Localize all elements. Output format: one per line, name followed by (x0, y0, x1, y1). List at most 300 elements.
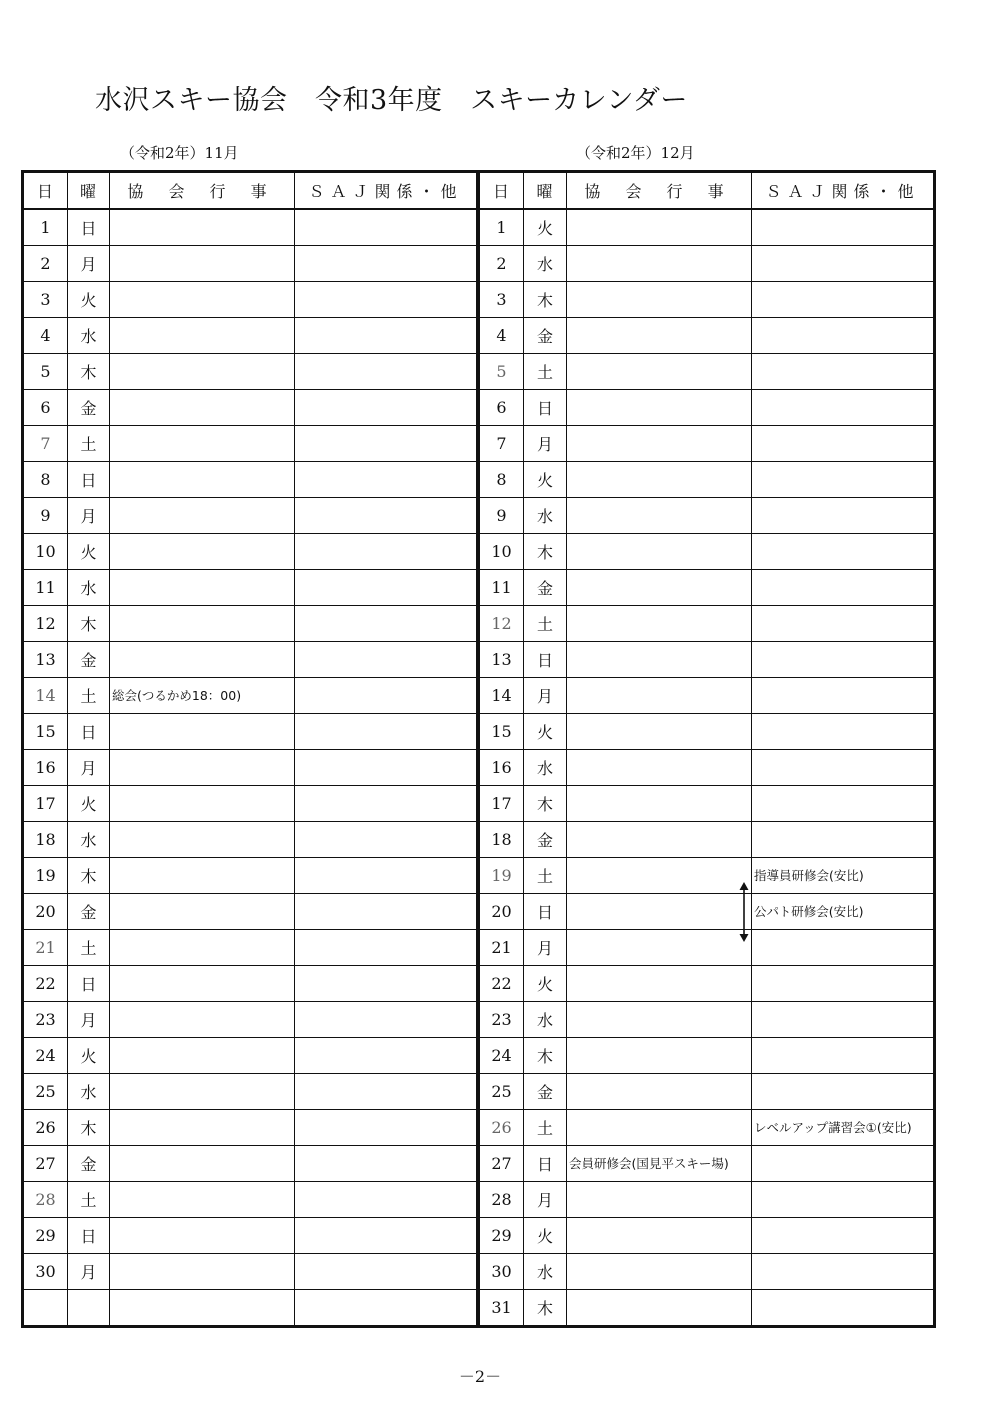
table-row (23, 209, 478, 246)
assoc-event-cell (110, 786, 295, 822)
table-row (479, 930, 935, 966)
saj-event-cell (295, 318, 478, 354)
assoc-event-cell (110, 534, 295, 570)
saj-event-cell (752, 498, 935, 534)
assoc-event-cell (567, 966, 752, 1002)
saj-event-cell (295, 462, 478, 498)
table-row (479, 894, 935, 930)
assoc-event-cell (567, 1254, 752, 1290)
day-cell: 1 (23, 209, 68, 246)
day-cell: 12 (479, 606, 524, 642)
assoc-event-cell (110, 1218, 295, 1254)
assoc-event-cell (110, 246, 295, 282)
weekday-cell: 木 (68, 1110, 110, 1146)
day-cell: 13 (479, 642, 524, 678)
saj-event-cell (752, 678, 935, 714)
saj-event-cell (295, 858, 478, 894)
table-row (23, 498, 478, 534)
assoc-event-cell (110, 1182, 295, 1218)
day-cell: 13 (23, 642, 68, 678)
table-row (23, 462, 478, 498)
assoc-event-cell (110, 714, 295, 750)
assoc-event-cell (110, 282, 295, 318)
weekday-cell: 金 (524, 822, 567, 858)
assoc-event-cell (110, 426, 295, 462)
saj-event-cell (295, 534, 478, 570)
weekday-cell (68, 1290, 110, 1327)
saj-event-cell (295, 426, 478, 462)
weekday-cell: 木 (524, 786, 567, 822)
day-cell: 8 (479, 462, 524, 498)
table-row (479, 1074, 935, 1110)
table-row (479, 750, 935, 786)
weekday-cell: 日 (524, 390, 567, 426)
saj-event-cell (295, 678, 478, 714)
day-cell: 11 (23, 570, 68, 606)
table-row (479, 858, 935, 894)
weekday-cell: 月 (524, 930, 567, 966)
day-cell: 17 (23, 786, 68, 822)
header-day: 日 (479, 172, 524, 210)
saj-event-cell (295, 390, 478, 426)
day-cell: 24 (479, 1038, 524, 1074)
assoc-event-cell (110, 822, 295, 858)
day-cell: 21 (23, 930, 68, 966)
assoc-event-cell (110, 498, 295, 534)
day-cell: 2 (23, 246, 68, 282)
assoc-event-cell (567, 570, 752, 606)
saj-event-cell (752, 606, 935, 642)
table-row (479, 534, 935, 570)
assoc-event-cell (567, 1218, 752, 1254)
saj-event-cell (752, 390, 935, 426)
day-cell: 20 (479, 894, 524, 930)
weekday-cell: 火 (524, 714, 567, 750)
saj-event-cell (295, 894, 478, 930)
assoc-event-cell (567, 1002, 752, 1038)
assoc-event-cell (110, 318, 295, 354)
day-cell: 22 (23, 966, 68, 1002)
saj-event-cell (752, 209, 935, 246)
assoc-event-cell (567, 498, 752, 534)
saj-event-cell (295, 1002, 478, 1038)
day-cell: 3 (479, 282, 524, 318)
weekday-cell: 金 (524, 1074, 567, 1110)
day-cell: 9 (23, 498, 68, 534)
day-cell: 25 (479, 1074, 524, 1110)
assoc-event-cell (567, 642, 752, 678)
weekday-cell: 月 (68, 246, 110, 282)
table-row (23, 786, 478, 822)
day-cell: 31 (479, 1290, 524, 1327)
saj-event-cell (752, 1146, 935, 1182)
weekday-cell: 金 (68, 1146, 110, 1182)
assoc-event-cell (567, 1074, 752, 1110)
day-cell: 23 (479, 1002, 524, 1038)
header-day: 日 (23, 172, 68, 210)
weekday-cell: 日 (524, 894, 567, 930)
weekday-cell: 月 (524, 426, 567, 462)
weekday-cell: 火 (68, 282, 110, 318)
table-row (479, 318, 935, 354)
month-label-december: （令和2年）12月 (576, 144, 695, 162)
table-row (479, 1218, 935, 1254)
weekday-cell: 土 (524, 606, 567, 642)
weekday-cell: 日 (68, 1218, 110, 1254)
day-cell: 20 (23, 894, 68, 930)
weekday-cell: 水 (524, 246, 567, 282)
day-cell: 14 (479, 678, 524, 714)
table-row (479, 966, 935, 1002)
saj-event-cell: 指導員研修会(安比) (752, 858, 935, 894)
day-cell: 18 (23, 822, 68, 858)
weekday-cell: 木 (524, 282, 567, 318)
assoc-event-cell (567, 426, 752, 462)
header-assoc-events: 協 会 行 事 (567, 172, 752, 210)
assoc-event-cell (110, 858, 295, 894)
day-cell: 18 (479, 822, 524, 858)
day-cell: 11 (479, 570, 524, 606)
weekday-cell: 火 (524, 462, 567, 498)
weekday-cell: 木 (524, 1290, 567, 1327)
weekday-cell: 日 (68, 462, 110, 498)
saj-event-cell (295, 282, 478, 318)
weekday-cell: 金 (68, 894, 110, 930)
saj-event-cell (752, 1074, 935, 1110)
table-row (479, 462, 935, 498)
assoc-event-cell (110, 642, 295, 678)
assoc-event-cell: 総会(つるかめ18：00) (110, 678, 295, 714)
day-cell: 17 (479, 786, 524, 822)
table-row (479, 678, 935, 714)
assoc-event-cell (567, 606, 752, 642)
weekday-cell: 木 (524, 534, 567, 570)
weekday-cell: 月 (524, 1182, 567, 1218)
saj-event-cell (752, 966, 935, 1002)
saj-event-cell (295, 570, 478, 606)
assoc-event-cell (110, 750, 295, 786)
assoc-event-cell (110, 930, 295, 966)
day-cell: 29 (23, 1218, 68, 1254)
saj-event-cell (295, 1290, 478, 1327)
assoc-event-cell (567, 714, 752, 750)
table-row (23, 822, 478, 858)
assoc-event-cell (110, 1110, 295, 1146)
saj-event-cell (752, 1002, 935, 1038)
weekday-cell: 水 (68, 570, 110, 606)
table-row (479, 246, 935, 282)
weekday-cell: 土 (524, 354, 567, 390)
table-row (23, 1038, 478, 1074)
assoc-event-cell (567, 750, 752, 786)
table-row (479, 1182, 935, 1218)
table-row (23, 318, 478, 354)
assoc-event-cell (567, 390, 752, 426)
assoc-event-cell (110, 390, 295, 426)
day-cell: 28 (479, 1182, 524, 1218)
day-cell: 4 (23, 318, 68, 354)
day-cell: 16 (23, 750, 68, 786)
assoc-event-cell (110, 209, 295, 246)
saj-event-cell (295, 246, 478, 282)
assoc-event-cell (110, 1146, 295, 1182)
weekday-cell: 火 (68, 786, 110, 822)
table-row (479, 1002, 935, 1038)
saj-event-cell (295, 930, 478, 966)
saj-event-cell (295, 1182, 478, 1218)
saj-event-cell (752, 1218, 935, 1254)
weekday-cell: 月 (68, 1002, 110, 1038)
day-cell: 5 (23, 354, 68, 390)
saj-event-cell: 公パト研修会(安比) (752, 894, 935, 930)
table-row (23, 1290, 478, 1327)
day-cell: 12 (23, 606, 68, 642)
table-row (23, 714, 478, 750)
table-row (479, 1038, 935, 1074)
day-cell: 30 (23, 1254, 68, 1290)
weekday-cell: 水 (524, 498, 567, 534)
saj-event-cell (295, 606, 478, 642)
table-row (23, 390, 478, 426)
saj-event-cell (752, 786, 935, 822)
weekday-cell: 月 (524, 678, 567, 714)
saj-event-cell (752, 354, 935, 390)
assoc-event-cell (567, 858, 752, 894)
day-cell: 26 (479, 1110, 524, 1146)
table-row (23, 1218, 478, 1254)
table-row (23, 1110, 478, 1146)
header-saj-other: ＳＡＪ関係・他 (295, 172, 478, 210)
assoc-event-cell (567, 1182, 752, 1218)
saj-event-cell (295, 1038, 478, 1074)
weekday-cell: 金 (68, 642, 110, 678)
header-weekday: 曜 (68, 172, 110, 210)
table-row (479, 570, 935, 606)
weekday-cell: 水 (68, 822, 110, 858)
saj-event-cell (295, 1218, 478, 1254)
saj-event-cell (752, 462, 935, 498)
saj-event-cell (295, 1074, 478, 1110)
saj-event-cell (752, 570, 935, 606)
weekday-cell: 金 (68, 390, 110, 426)
table-row (479, 606, 935, 642)
assoc-event-cell (110, 1038, 295, 1074)
weekday-cell: 木 (68, 354, 110, 390)
saj-event-cell (752, 930, 935, 966)
day-cell: 27 (23, 1146, 68, 1182)
day-cell: 25 (23, 1074, 68, 1110)
assoc-event-cell (567, 354, 752, 390)
assoc-event-cell (567, 1110, 752, 1146)
table-row (23, 858, 478, 894)
day-cell: 2 (479, 246, 524, 282)
table-row (479, 390, 935, 426)
assoc-event-cell (110, 894, 295, 930)
assoc-event-cell (110, 1290, 295, 1327)
weekday-cell: 水 (68, 318, 110, 354)
header-saj-other: ＳＡＪ関係・他 (752, 172, 935, 210)
month-label-november: （令和2年）11月 (120, 144, 239, 162)
assoc-event-cell (567, 1290, 752, 1327)
weekday-cell: 土 (68, 930, 110, 966)
day-cell: 10 (479, 534, 524, 570)
saj-event-cell (295, 1146, 478, 1182)
day-cell: 24 (23, 1038, 68, 1074)
weekday-cell: 土 (524, 858, 567, 894)
assoc-event-cell (110, 1074, 295, 1110)
table-row (23, 1002, 478, 1038)
day-cell: 14 (23, 678, 68, 714)
saj-event-cell (752, 1254, 935, 1290)
weekday-cell: 金 (524, 318, 567, 354)
table-row (479, 1110, 935, 1146)
weekday-cell: 水 (68, 1074, 110, 1110)
saj-event-cell (295, 1110, 478, 1146)
day-cell: 7 (23, 426, 68, 462)
saj-event-cell (295, 714, 478, 750)
saj-event-cell (752, 426, 935, 462)
weekday-cell: 月 (68, 750, 110, 786)
saj-event-cell (752, 246, 935, 282)
weekday-cell: 木 (524, 1038, 567, 1074)
saj-event-cell: レベルアップ講習会①(安比) (752, 1110, 935, 1146)
saj-event-cell (752, 1038, 935, 1074)
page-title: 水沢スキー協会 令和3年度 スキーカレンダー (95, 85, 688, 116)
table-row (479, 426, 935, 462)
day-cell: 3 (23, 282, 68, 318)
table-row (23, 1074, 478, 1110)
table-row (479, 282, 935, 318)
assoc-event-cell (110, 1002, 295, 1038)
table-row (23, 606, 478, 642)
day-cell: 9 (479, 498, 524, 534)
assoc-event-cell (567, 822, 752, 858)
table-row (23, 1146, 478, 1182)
assoc-event-cell (567, 209, 752, 246)
saj-event-cell (752, 318, 935, 354)
day-cell: 21 (479, 930, 524, 966)
assoc-event-cell (567, 318, 752, 354)
weekday-cell: 火 (68, 534, 110, 570)
assoc-event-cell (110, 462, 295, 498)
weekday-cell: 日 (68, 714, 110, 750)
table-row (23, 750, 478, 786)
table-row (479, 209, 935, 246)
day-cell: 30 (479, 1254, 524, 1290)
weekday-cell: 木 (68, 606, 110, 642)
day-cell: 26 (23, 1110, 68, 1146)
assoc-event-cell (110, 606, 295, 642)
saj-event-cell (752, 822, 935, 858)
saj-event-cell (752, 750, 935, 786)
day-cell: 8 (23, 462, 68, 498)
table-row (479, 822, 935, 858)
assoc-event-cell (567, 246, 752, 282)
table-row (23, 1254, 478, 1290)
table-row (23, 678, 478, 714)
table-row (23, 966, 478, 1002)
day-cell: 22 (479, 966, 524, 1002)
header-weekday: 曜 (524, 172, 567, 210)
weekday-cell: 水 (524, 750, 567, 786)
table-row (23, 354, 478, 390)
weekday-cell: 日 (68, 209, 110, 246)
weekday-cell: 水 (524, 1002, 567, 1038)
calendar-table-december (477, 170, 936, 1328)
table-row (479, 786, 935, 822)
assoc-event-cell (567, 282, 752, 318)
assoc-event-cell (110, 570, 295, 606)
range-arrow-icon (738, 882, 750, 942)
table-row (23, 426, 478, 462)
saj-event-cell (752, 1290, 935, 1327)
saj-event-cell (752, 642, 935, 678)
saj-event-cell (752, 714, 935, 750)
day-cell: 15 (479, 714, 524, 750)
weekday-cell: 火 (524, 1218, 567, 1254)
day-cell: 23 (23, 1002, 68, 1038)
assoc-event-cell (110, 966, 295, 1002)
page-number: －2－ (458, 1367, 502, 1386)
weekday-cell: 火 (68, 1038, 110, 1074)
day-cell: 19 (23, 858, 68, 894)
table-row (479, 1146, 935, 1182)
assoc-event-cell (567, 786, 752, 822)
saj-event-cell (295, 966, 478, 1002)
table-row (23, 1182, 478, 1218)
table-row (479, 498, 935, 534)
table-row (23, 894, 478, 930)
assoc-event-cell (110, 1254, 295, 1290)
weekday-cell: 月 (68, 498, 110, 534)
saj-event-cell (295, 498, 478, 534)
saj-event-cell (295, 786, 478, 822)
table-row (23, 282, 478, 318)
weekday-cell: 木 (68, 858, 110, 894)
assoc-event-cell: 会員研修会(国見平スキー場) (567, 1146, 752, 1182)
assoc-event-cell (567, 894, 752, 930)
weekday-cell: 土 (68, 426, 110, 462)
weekday-cell: 日 (524, 1146, 567, 1182)
saj-event-cell (295, 354, 478, 390)
saj-event-cell (295, 750, 478, 786)
saj-event-cell (295, 209, 478, 246)
saj-event-cell (295, 1254, 478, 1290)
saj-event-cell (752, 1182, 935, 1218)
day-cell (23, 1290, 68, 1327)
weekday-cell: 火 (524, 209, 567, 246)
day-cell: 27 (479, 1146, 524, 1182)
day-cell: 28 (23, 1182, 68, 1218)
table-row (23, 930, 478, 966)
saj-event-cell (295, 642, 478, 678)
calendar-table-november (21, 170, 479, 1328)
day-cell: 29 (479, 1218, 524, 1254)
saj-event-cell (752, 534, 935, 570)
weekday-cell: 日 (524, 642, 567, 678)
assoc-event-cell (567, 534, 752, 570)
table-row (479, 1254, 935, 1290)
assoc-event-cell (110, 354, 295, 390)
day-cell: 1 (479, 209, 524, 246)
day-cell: 10 (23, 534, 68, 570)
table-row (479, 354, 935, 390)
assoc-event-cell (567, 1038, 752, 1074)
table-row (23, 570, 478, 606)
assoc-event-cell (567, 678, 752, 714)
weekday-cell: 土 (68, 1182, 110, 1218)
day-cell: 7 (479, 426, 524, 462)
